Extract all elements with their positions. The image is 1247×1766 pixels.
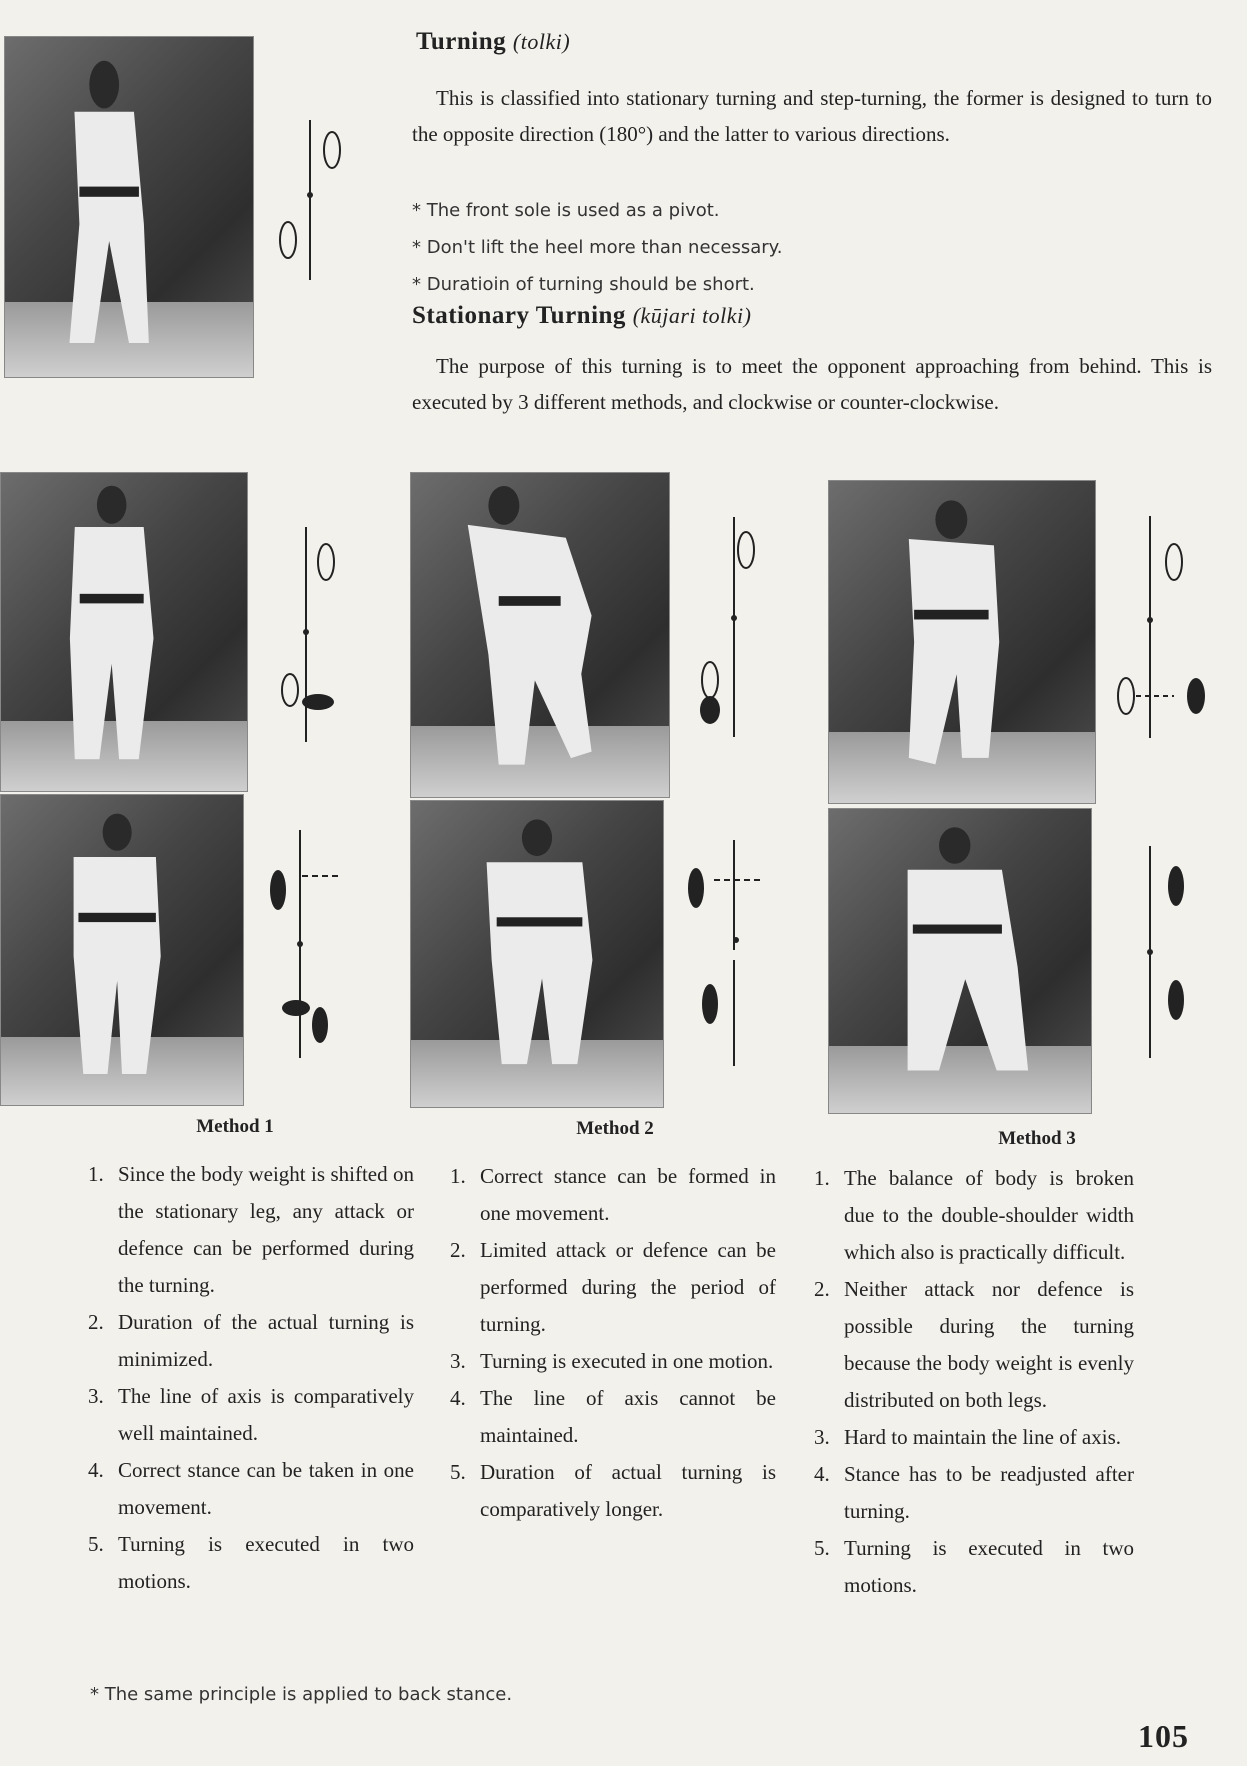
stationary-intro: The purpose of this turning is to meet the opponent approaching from behind. This is executed by 3 different methods, and clockwise or counter-clockwise. (412, 354, 1212, 414)
footprint-diagram-method2-end (680, 840, 760, 1066)
photo-method1-end (0, 794, 244, 1106)
footprint-diagram-method1-end (262, 830, 342, 1060)
photo-method1-start (0, 472, 248, 792)
list-item: 3. Hard to maintain the line of axis. (814, 1425, 1122, 1449)
photo-method3-start (828, 480, 1096, 804)
footprint-diagram-method2-start (684, 512, 764, 742)
turning-note-pivot: * The front sole is used as a pivot. (412, 200, 720, 221)
footprint-diagram-method3-end (1130, 846, 1200, 1060)
photo-method3-end (828, 808, 1092, 1114)
photo-ready-stance (4, 36, 254, 378)
list-item: 4. Correct stance can be taken in one movement. (88, 1458, 414, 1519)
method3-list (814, 1160, 1134, 1604)
page-number: 105 (1138, 1718, 1189, 1754)
photo-method2-end (410, 800, 664, 1108)
list-item: 5. Duration of actual turning is comparatively longer. (450, 1460, 776, 1521)
stationary-title: Stationary Turning (kūjari tolki) (412, 302, 752, 329)
list-item: 5. Turning is executed in two motions. (88, 1532, 414, 1593)
list-item: 1. The balance of body is broken due to the double-shoulder width which also is practically difficult. (814, 1166, 1134, 1264)
method3-label: Method 3 (998, 1128, 1076, 1149)
list-item: 4. The line of axis cannot be maintained. (450, 1386, 776, 1447)
list-item: 2. Neither attack nor defence is possible during the turning because the body weight is evenly distributed on both legs. (814, 1277, 1134, 1412)
footprint-diagram-top (270, 115, 350, 285)
turning-note-heel: * Don't lift the heel more than necessary. (412, 237, 783, 258)
method2-label: Method 2 (576, 1118, 654, 1139)
list-item: 5. Turning is executed in two motions. (814, 1536, 1134, 1597)
list-item: 1. Since the body weight is shifted on the stationary leg, any attack or defence can be performed during the turning. (88, 1162, 414, 1297)
list-item: 3. Turning is executed in one motion. (450, 1349, 774, 1373)
list-item: 4. Stance has to be readjusted after turning. (814, 1462, 1134, 1523)
turning-intro: This is classified into stationary turning and step-turning, the former is designed to turn to the opposite direction (180°) and the latter to various directions. (412, 86, 1212, 146)
turning-title: Turning (tolki) (416, 28, 571, 55)
footprint-diagram-method3-start (1110, 516, 1210, 742)
method1-label: Method 1 (196, 1116, 274, 1137)
list-item: 3. The line of axis is comparatively well maintained. (88, 1384, 414, 1445)
method1-list (88, 1156, 414, 1600)
turning-note-duration: * Duratioin of turning should be short. (412, 274, 755, 295)
list-item: 2. Limited attack or defence can be performed during the period of turning. (450, 1238, 776, 1336)
method2-list (450, 1158, 776, 1528)
footnote: * The same principle is applied to back stance. (90, 1684, 513, 1705)
footprint-diagram-method1-start (268, 522, 348, 742)
list-item: 1. Correct stance can be formed in one movement. (450, 1164, 776, 1225)
list-item: 2. Duration of the actual turning is minimized. (88, 1310, 414, 1371)
photo-method2-start (410, 472, 670, 798)
